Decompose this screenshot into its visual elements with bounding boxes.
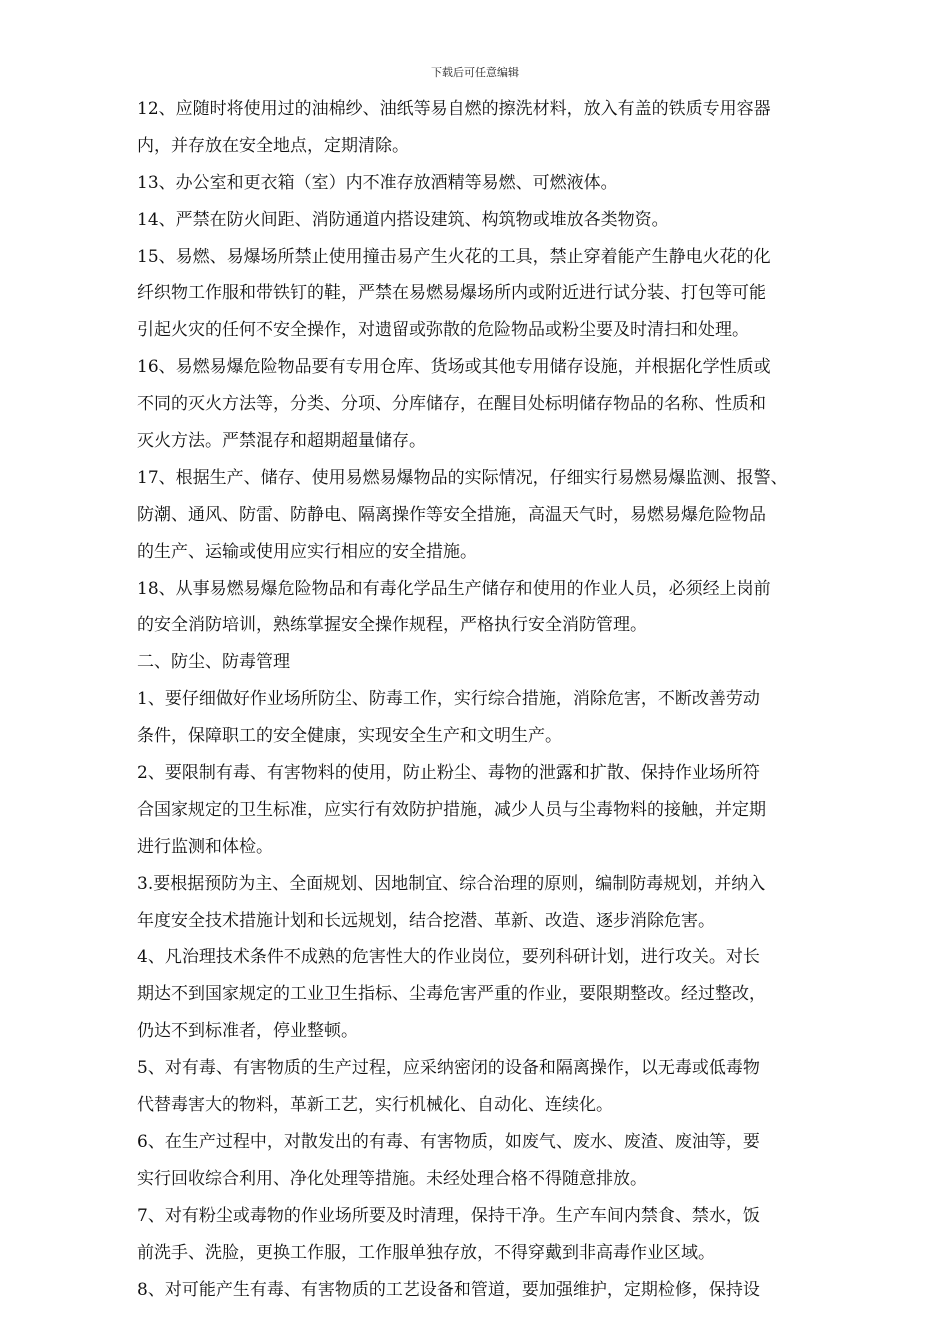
text-line: 合国家规定的卫生标准，应实行有效防护措施，减少人员与尘毒物料的接触，并定期	[137, 799, 766, 820]
text-line: 进行监测和体检。	[137, 836, 273, 857]
text-line: 期达不到国家规定的工业卫生指标、尘毒危害严重的作业，要限期整改。经过整改，	[137, 984, 766, 1005]
text-line: 引起火灾的任何不安全操作，对遗留或弥散的危险物品或粉尘要及时清扫和处理。	[137, 320, 749, 341]
text-line: 8、对可能产生有毒、有害物质的工艺设备和管道，要加强维护，定期检修，保持设	[137, 1279, 760, 1300]
text-line: 防潮、通风、防雷、防静电、隔离操作等安全措施，高温天气时，易燃易爆危险物品	[137, 504, 766, 525]
text-line: 16、易燃易爆危险物品要有专用仓库、货场或其他专用储存设施，并根据化学性质或	[137, 357, 771, 378]
text-line: 6、在生产过程中，对散发出的有毒、有害物质，如废气、废水、废渣、废油等，要	[137, 1131, 760, 1152]
text-line: 18、从事易燃易爆危险物品和有毒化学品生产储存和使用的作业人员，必须经上岗前	[137, 578, 771, 599]
text-line: 4、凡治理技术条件不成熟的危害性大的作业岗位，要列科研计划，进行攻关。对长	[137, 947, 760, 968]
text-line: 前洗手、洗脸，更换工作服，工作服单独存放，不得穿戴到非高毒作业区域。	[137, 1242, 715, 1263]
text-line: 12、应随时将使用过的油棉纱、油纸等易自燃的擦洗材料，放入有盖的铁质专用容器	[137, 99, 771, 119]
text-line: 仍达不到标准者，停业整顿。	[137, 1021, 358, 1042]
section-heading: 二、防尘、防毒管理	[137, 652, 290, 673]
text-line: 14、严禁在防火间距、消防通道内搭设建筑、构筑物或堆放各类物资。	[137, 209, 669, 230]
text-line: 3.要根据预防为主、全面规划、因地制宜、综合治理的原则，编制防毒规划，并纳入	[137, 873, 766, 894]
text-line: 灭火方法。严禁混存和超期超量储存。	[137, 431, 426, 452]
page-header: 下载后可任意编辑	[431, 66, 519, 79]
text-line: 不同的灭火方法等，分类、分项、分库储存，在醒目处标明储存物品的名称、性质和	[137, 394, 766, 415]
text-line: 内，并存放在安全地点，定期清除。	[137, 135, 409, 156]
document-body	[137, 91, 859, 1308]
text-line: 13、办公室和更衣箱（室）内不准存放酒精等易燃、可燃液体。	[137, 172, 618, 193]
text-line: 17、根据生产、储存、使用易燃易爆物品的实际情况，仔细实行易燃易爆监测、报警、	[137, 467, 788, 488]
text-line: 实行回收综合利用、净化处理等措施。未经处理合格不得随意排放。	[137, 1168, 647, 1189]
text-line: 的安全消防培训，熟练掌握安全操作规程，严格执行安全消防管理。	[137, 615, 647, 636]
text-line: 1、要仔细做好作业场所防尘、防毒工作，实行综合措施，消除危害，不断改善劳动	[137, 689, 760, 710]
text-line: 2、要限制有毒、有害物料的使用，防止粉尘、毒物的泄露和扩散、保持作业场所符	[137, 763, 760, 784]
text-line: 的生产、运输或使用应实行相应的安全措施。	[137, 541, 477, 562]
text-line: 代替毒害大的物料，革新工艺，实行机械化、自动化、连续化。	[137, 1095, 613, 1116]
text-line: 15、易燃、易爆场所禁止使用撞击易产生火花的工具，禁止穿着能产生静电火花的化	[137, 246, 771, 267]
text-line: 条件，保障职工的安全健康，实现安全生产和文明生产。	[137, 726, 562, 747]
text-line: 年度安全技术措施计划和长远规划，结合挖潜、革新、改造、逐步消除危害。	[137, 910, 715, 931]
text-line: 7、对有粉尘或毒物的作业场所要及时清理，保持干净。生产车间内禁食、禁水，饭	[137, 1205, 760, 1226]
text-line: 5、对有毒、有害物质的生产过程，应采纳密闭的设备和隔离操作，以无毒或低毒物	[137, 1058, 760, 1079]
text-line: 纤织物工作服和带铁钉的鞋，严禁在易燃易爆场所内或附近进行试分装、打包等可能	[137, 283, 766, 304]
